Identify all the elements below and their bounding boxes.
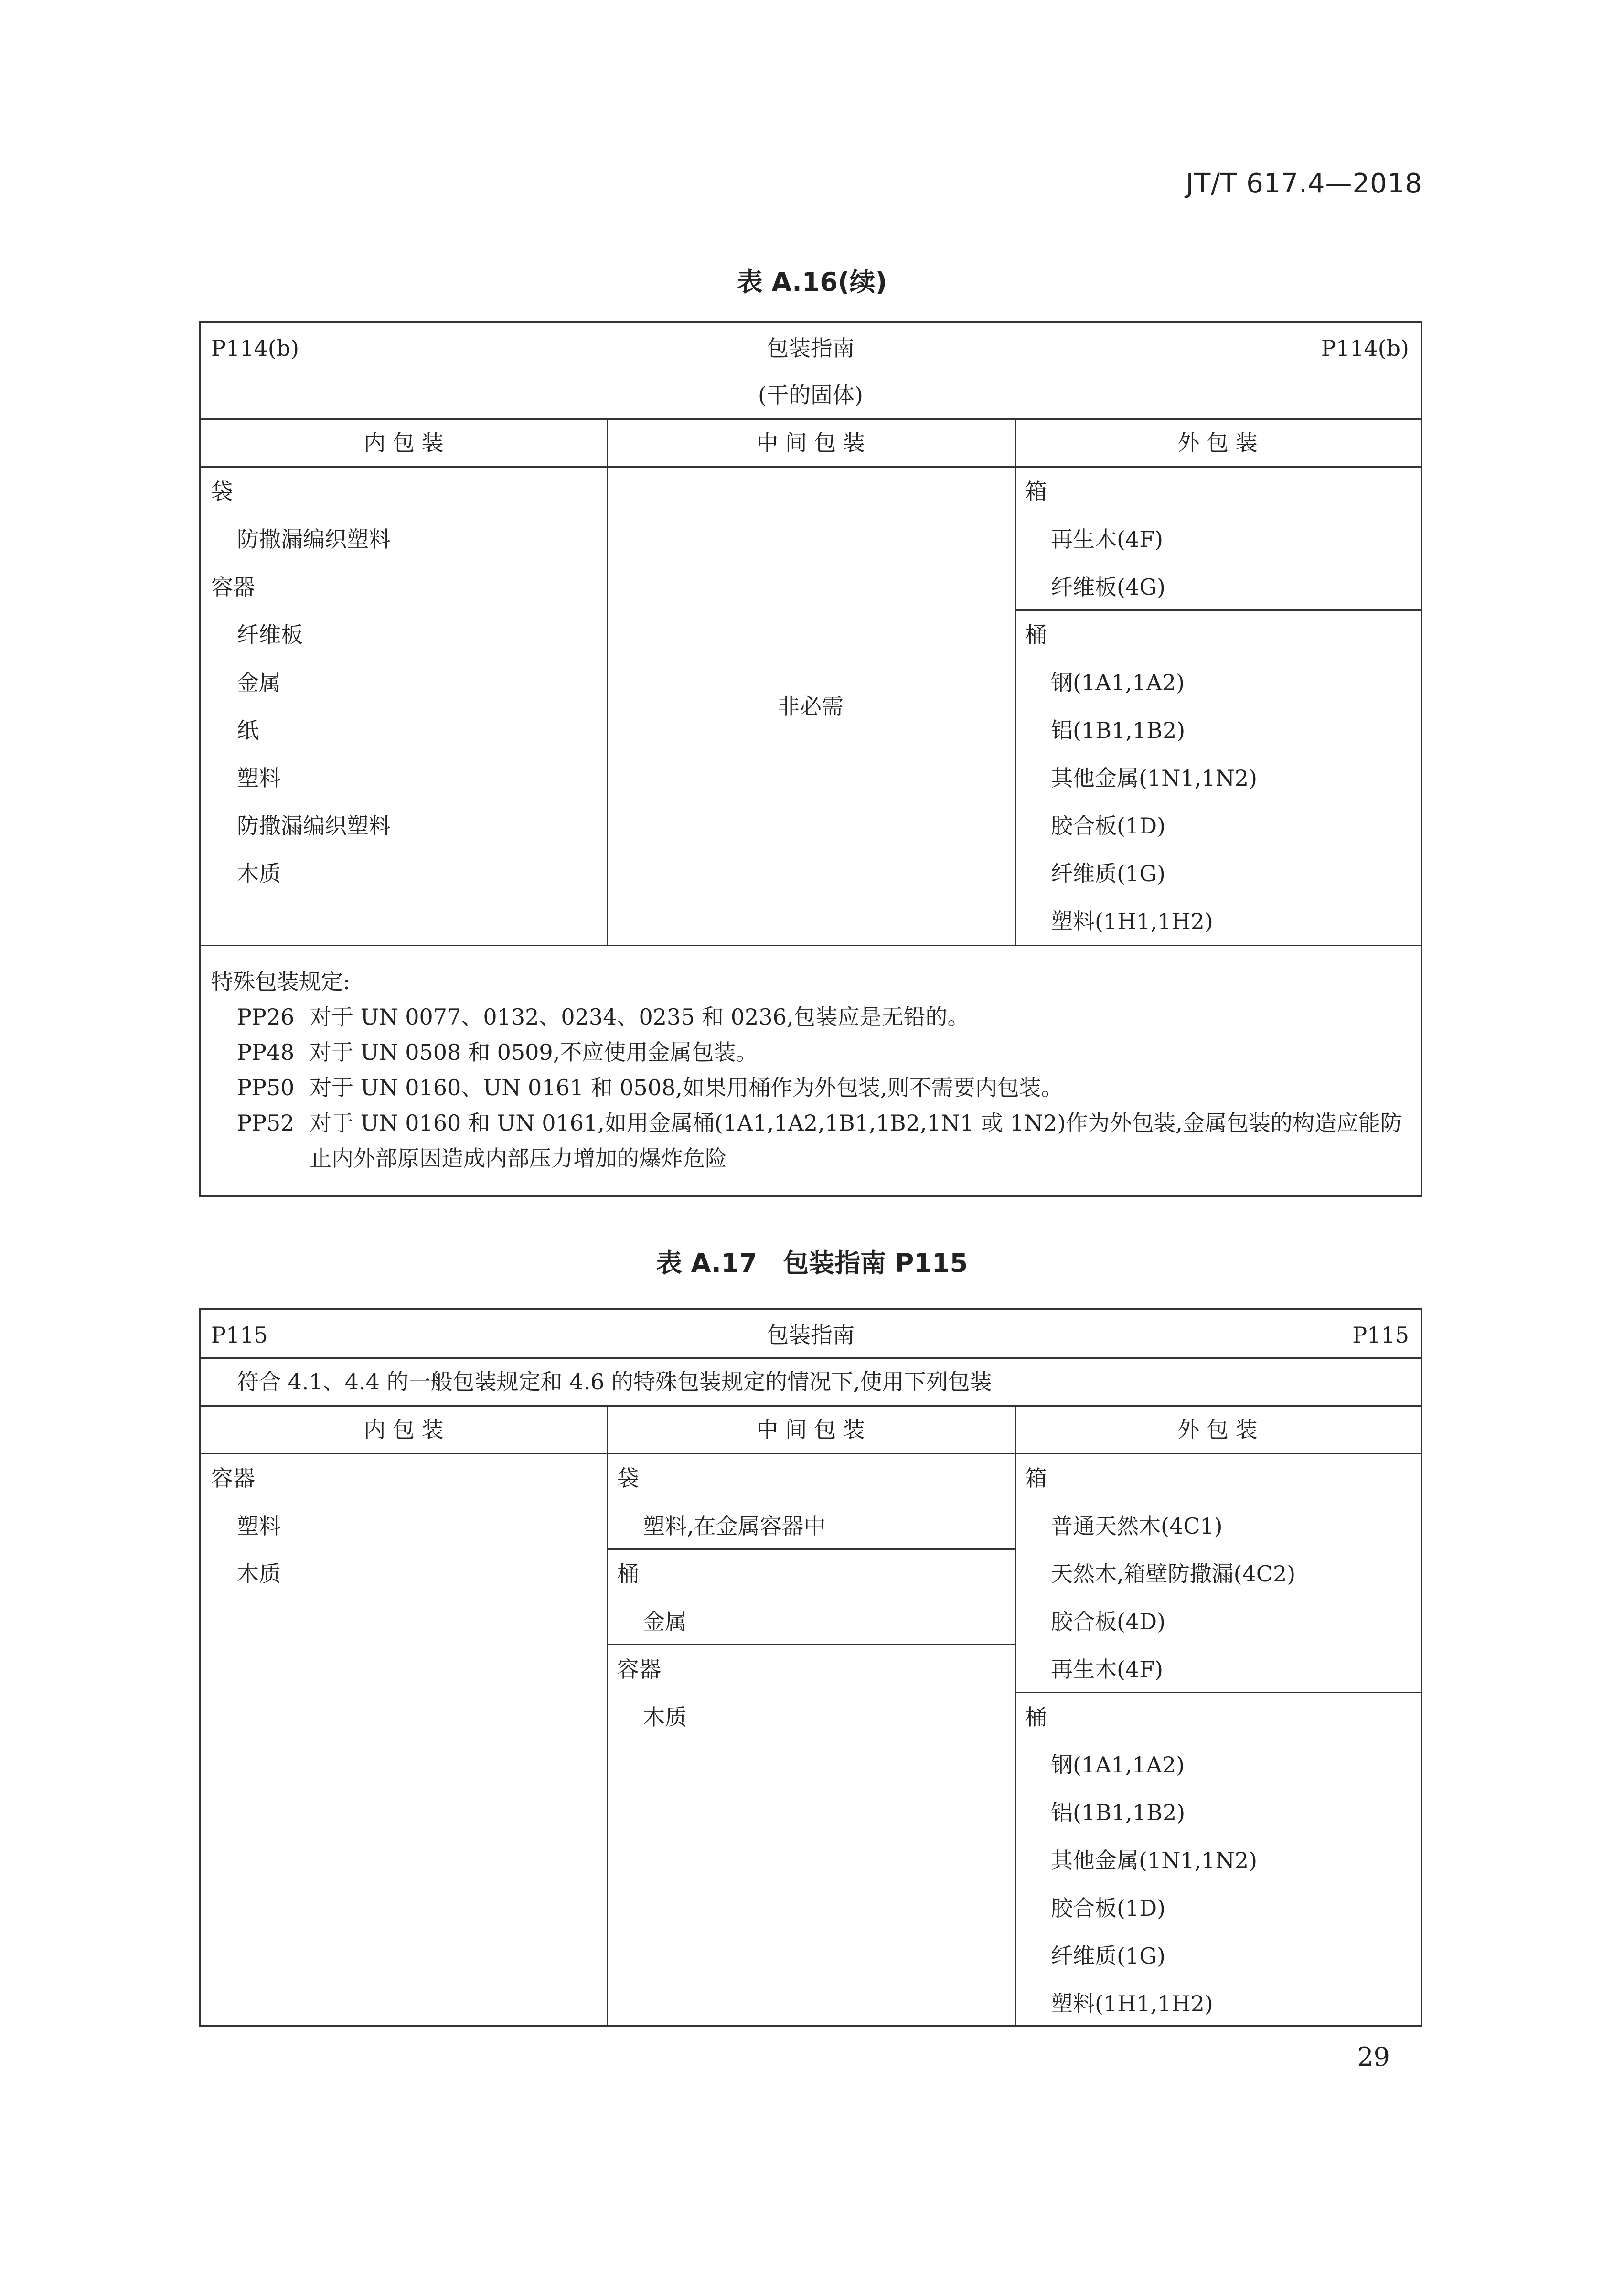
outer-item: 箱	[1025, 479, 1047, 504]
inner-item: 金属	[237, 670, 281, 695]
outer-item: 塑料(1H1,1H2)	[1051, 908, 1213, 934]
special-code: PP48	[237, 1039, 295, 1065]
outer-item: 塑料(1H1,1H2)	[1051, 1991, 1213, 2017]
inner-item: 防撒漏编织塑料	[237, 813, 391, 839]
conformity-statement: 符合 4.1、4.4 的一般包装规定和 4.6 的特殊包装规定的情况下,使用下列包装	[237, 1369, 992, 1395]
table-a17-title: 表 A.17 包装指南 P115	[656, 1248, 968, 1278]
inner-item: 袋	[211, 479, 233, 504]
table-a17	[199, 1308, 1422, 2027]
instruction-code-left: P114(b)	[211, 335, 299, 361]
outer-item: 再生木(4F)	[1051, 526, 1164, 552]
document-code: JT/T 617.4—2018	[1186, 168, 1422, 199]
intermediate-item: 容器	[617, 1656, 661, 1682]
instruction-code-right: P115	[1352, 1322, 1409, 1348]
inner-item: 容器	[211, 1465, 255, 1491]
outer-item: 钢(1A1,1A2)	[1051, 670, 1185, 695]
rule	[1015, 1692, 1421, 1693]
outer-item: 天然木,箱壁防撒漏(4C2)	[1051, 1561, 1296, 1587]
rule	[201, 1357, 1421, 1359]
special-provisions-title: 特殊包装规定:	[211, 969, 351, 994]
special-code: PP26	[237, 1004, 295, 1030]
outer-item: 其他金属(1N1,1N2)	[1051, 1847, 1258, 1873]
special-text: 对于 UN 0077、0132、0234、0235 和 0236,包装应是无铅的。	[310, 1004, 970, 1030]
table-a16-title: 表 A.16(续)	[737, 267, 887, 297]
outer-item: 铝(1B1,1B2)	[1051, 717, 1186, 743]
rule	[1015, 609, 1421, 611]
instruction-heading: 包装指南	[767, 1322, 855, 1348]
column-header-intermediate: 中 间 包 装	[756, 430, 865, 456]
inner-item: 木质	[237, 861, 281, 886]
instruction-code-right: P114(b)	[1321, 335, 1409, 361]
rule	[607, 418, 608, 945]
page-number: 29	[1357, 2042, 1390, 2072]
intermediate-item: 金属	[643, 1609, 687, 1634]
column-header-inner: 内 包 装	[363, 1417, 444, 1442]
outer-item: 胶合板(1D)	[1051, 813, 1166, 839]
intermediate-item: 塑料,在金属容器中	[643, 1513, 826, 1539]
outer-item: 钢(1A1,1A2)	[1051, 1752, 1185, 1778]
special-code: PP52	[237, 1110, 295, 1136]
instruction-subheading: (干的固体)	[758, 382, 863, 408]
inner-item: 纤维板	[237, 622, 303, 648]
inner-item: 塑料	[237, 1513, 281, 1539]
rule	[201, 418, 1421, 420]
outer-item: 胶合板(1D)	[1051, 1895, 1166, 1921]
special-text: 对于 UN 0160 和 UN 0161,如用金属桶(1A1,1A2,1B1,1B2,1N1 或 1N2)作为外包装,金属包装的构造应能防	[310, 1110, 1402, 1136]
intermediate-item: 袋	[617, 1465, 639, 1491]
intermediate-item: 木质	[643, 1704, 687, 1730]
rule	[607, 1405, 608, 2025]
intermediate-not-required: 非必需	[778, 694, 844, 719]
special-text: 对于 UN 0508 和 0509,不应使用金属包装。	[310, 1039, 758, 1065]
outer-item: 再生木(4F)	[1051, 1656, 1164, 1682]
rule	[201, 466, 1421, 468]
rule	[1015, 418, 1016, 945]
special-code: PP50	[237, 1075, 295, 1100]
outer-item: 铝(1B1,1B2)	[1051, 1800, 1186, 1826]
column-header-outer: 外 包 装	[1177, 1417, 1258, 1442]
outer-item: 纤维质(1G)	[1051, 1943, 1165, 1969]
intermediate-item: 桶	[617, 1561, 639, 1587]
rule	[607, 1548, 1015, 1550]
inner-item: 防撒漏编织塑料	[237, 526, 391, 552]
inner-item: 木质	[237, 1561, 281, 1587]
column-header-intermediate: 中 间 包 装	[756, 1417, 865, 1442]
table-a16	[199, 321, 1422, 1197]
instruction-code-left: P115	[211, 1322, 268, 1348]
outer-item: 纤维板(4G)	[1051, 574, 1165, 600]
rule	[201, 1453, 1421, 1454]
inner-item: 容器	[211, 574, 255, 600]
outer-item: 桶	[1025, 622, 1047, 648]
column-header-outer: 外 包 装	[1177, 430, 1258, 456]
rule	[201, 1405, 1421, 1407]
inner-item: 纸	[237, 717, 259, 743]
column-header-inner: 内 包 装	[363, 430, 444, 456]
rule	[1015, 1405, 1016, 2025]
outer-item: 桶	[1025, 1704, 1047, 1730]
outer-item: 胶合板(4D)	[1051, 1609, 1166, 1634]
outer-item: 箱	[1025, 1465, 1047, 1491]
special-text: 对于 UN 0160、UN 0161 和 0508,如果用桶作为外包装,则不需要内包装。	[310, 1075, 1063, 1100]
special-text-continued: 止内外部原因造成内部压力增加的爆炸危险	[310, 1145, 727, 1171]
outer-item: 纤维质(1G)	[1051, 861, 1165, 886]
outer-item: 其他金属(1N1,1N2)	[1051, 765, 1258, 791]
inner-item: 塑料	[237, 765, 281, 791]
rule	[607, 1644, 1015, 1645]
instruction-heading: 包装指南	[767, 335, 855, 361]
rule	[201, 945, 1421, 946]
outer-item: 普通天然木(4C1)	[1051, 1513, 1223, 1539]
